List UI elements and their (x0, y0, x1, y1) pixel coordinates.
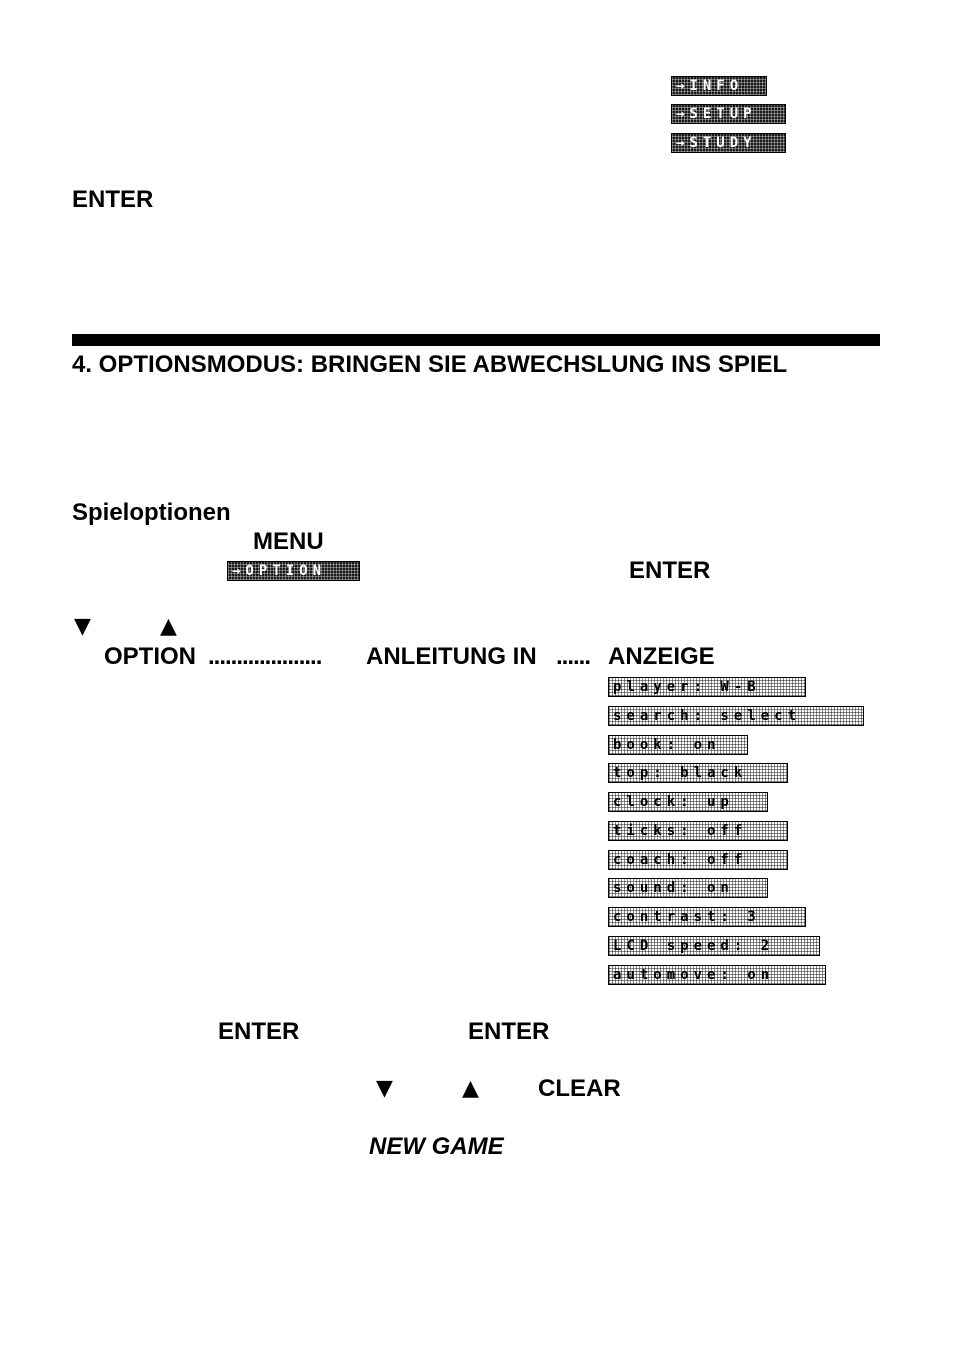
lcd-lcd-speed: LCD speed: 2 (608, 936, 820, 956)
subheading: Spieloptionen (72, 499, 231, 526)
lcd-ticks: ticks: off (608, 821, 788, 841)
header-dots-2: ...... (556, 643, 591, 670)
section-rule (72, 334, 880, 346)
arrow-up-icon: ▲ (160, 614, 177, 639)
lcd-automove: automove: on (608, 965, 826, 985)
lcd-contrast: contrast: 3 (608, 907, 806, 927)
lcd-player: player: W-B (608, 677, 806, 697)
header-option: OPTION (104, 643, 197, 670)
arrow-down-icon: ▼ (74, 614, 91, 639)
lcd-search: search: select (608, 706, 864, 726)
enter-key-right: ENTER (629, 557, 711, 584)
enter-key-b: ENTER (468, 1018, 550, 1045)
header-anzeige: ANZEIGE (608, 643, 715, 670)
enter-key-a: ENTER (218, 1018, 300, 1045)
lcd-top: top: black (608, 763, 788, 783)
lcd-sound: sound: on (608, 878, 768, 898)
lcd-coach: coach: off (608, 850, 788, 870)
lcd-study: →STUDY (671, 133, 786, 153)
lcd-setup: →SETUP (671, 104, 786, 124)
clear-key: CLEAR (538, 1075, 621, 1102)
header-dots-1: .................... (208, 643, 322, 670)
arrow-up-icon-2: ▲ (462, 1076, 479, 1101)
lcd-clock: clock: up (608, 792, 768, 812)
section-heading: 4. OPTIONSMODUS: BRINGEN SIE ABWECHSLUNG INS SPIEL (72, 351, 788, 378)
lcd-option: →OPTION (227, 561, 360, 581)
arrow-down-icon-2: ▼ (376, 1076, 393, 1101)
lcd-book: book: on (608, 735, 748, 755)
enter-key-top: ENTER (72, 186, 154, 213)
menu-key: MENU (253, 528, 324, 555)
lcd-info: →INFO (671, 76, 767, 96)
header-anleitung: ANLEITUNG IN (366, 643, 537, 670)
new-game-key: NEW GAME (369, 1133, 504, 1160)
